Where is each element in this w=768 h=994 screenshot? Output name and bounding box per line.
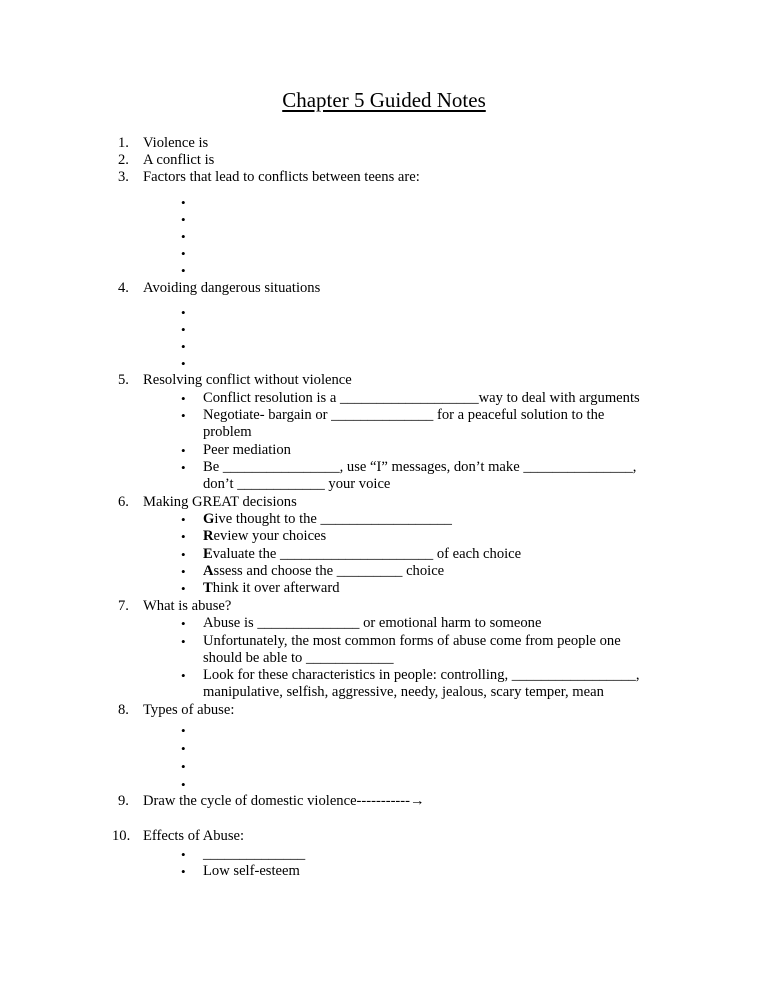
- bullet-icon: •: [181, 777, 186, 792]
- bullet-icon: •: [181, 460, 186, 475]
- item-text: Making GREAT decisions: [143, 494, 297, 510]
- abuse-line: Abuse is ______________ or emotional harm to someone: [203, 615, 542, 631]
- bullet-icon: •: [181, 864, 186, 879]
- bullet-icon: •: [181, 512, 186, 527]
- abuse-line: manipulative, selfish, aggressive, needy, jealous, scary temper, mean: [203, 684, 604, 700]
- abuse-line: should be able to ____________: [203, 650, 394, 666]
- bullet-icon: •: [181, 443, 186, 458]
- item-number: 4.: [118, 280, 129, 296]
- great-initial: R: [203, 528, 214, 544]
- resolving-line: Be ________________, use “I” messages, don’t make _______________,: [203, 459, 637, 475]
- great-rest: valuate the _____________________ of each choice: [212, 546, 522, 562]
- resolving-line: Peer mediation: [203, 442, 291, 458]
- bullet-icon: •: [181, 547, 186, 562]
- item-text-content: Draw the cycle of domestic violence-----------: [143, 793, 411, 809]
- page-title: Chapter 5 Guided Notes: [282, 88, 486, 112]
- great-line: [203, 546, 521, 563]
- bullet-icon: •: [181, 634, 186, 649]
- item-number: 1.: [118, 135, 129, 151]
- bullet-icon: •: [181, 847, 186, 862]
- bullet-icon: •: [181, 723, 186, 738]
- item-text: What is abuse?: [143, 598, 232, 614]
- resolving-line: Conflict resolution is a ___________________way to deal with arguments: [203, 390, 640, 406]
- resolving-line: Negotiate- bargain or ______________ for a peaceful solution to the: [203, 407, 605, 423]
- bullet-icon: •: [181, 741, 186, 756]
- bullet-icon: •: [181, 356, 186, 371]
- item-number: 10.: [112, 828, 131, 844]
- right-arrow-icon: →: [410, 793, 425, 809]
- bullet-icon: •: [181, 408, 186, 423]
- great-line: [203, 528, 326, 545]
- item-text: [143, 793, 425, 810]
- great-initial: T: [203, 580, 213, 596]
- item-text: A conflict is: [143, 152, 215, 168]
- bullet-icon: •: [181, 564, 186, 579]
- item-number: 9.: [118, 793, 129, 809]
- great-rest: ssess and choose the _________ choice: [213, 563, 445, 579]
- bullet-icon: •: [181, 759, 186, 774]
- item-text: Avoiding dangerous situations: [143, 280, 321, 296]
- great-line: [203, 563, 444, 580]
- resolving-line: problem: [203, 424, 252, 440]
- abuse-line: Look for these characteristics in people: controlling, _________________,: [203, 667, 640, 683]
- item-number: 8.: [118, 702, 129, 718]
- item-text: Factors that lead to conflicts between teens are:: [143, 169, 420, 185]
- bullet-icon: •: [181, 322, 186, 337]
- great-rest: hink it over afterward: [212, 580, 340, 596]
- great-rest: ive thought to the __________________: [214, 511, 452, 527]
- bullet-icon: •: [181, 391, 186, 406]
- great-line: [203, 511, 452, 528]
- bullet-icon: •: [181, 339, 186, 354]
- bullet-icon: •: [181, 616, 186, 631]
- item-number: 2.: [118, 152, 129, 168]
- bullet-icon: •: [181, 246, 186, 261]
- item-text: Types of abuse:: [143, 702, 235, 718]
- item-text: Resolving conflict without violence: [143, 372, 352, 388]
- item-text: Effects of Abuse:: [143, 828, 245, 844]
- item-number: 3.: [118, 169, 129, 185]
- great-rest: eview your choices: [213, 528, 327, 544]
- bullet-icon: •: [181, 305, 186, 320]
- great-initial: G: [203, 511, 215, 527]
- great-initial: E: [203, 546, 213, 562]
- bullet-icon: •: [181, 529, 186, 544]
- bullet-icon: •: [181, 263, 186, 278]
- bullet-icon: •: [181, 212, 186, 227]
- great-initial: A: [203, 563, 214, 579]
- resolving-line: don’t ____________ your voice: [203, 476, 391, 492]
- great-line: [203, 580, 340, 597]
- item-text: Violence is: [143, 135, 209, 151]
- abuse-line: Unfortunately, the most common forms of abuse come from people one: [203, 633, 621, 649]
- effects-line: ______________: [203, 846, 306, 862]
- effects-line: Low self-esteem: [203, 863, 300, 879]
- bullet-icon: •: [181, 195, 186, 210]
- item-number: 5.: [118, 372, 129, 388]
- bullet-icon: •: [181, 668, 186, 683]
- item-number: 6.: [118, 494, 129, 510]
- bullet-icon: •: [181, 581, 186, 596]
- bullet-icon: •: [181, 229, 186, 244]
- item-number: 7.: [118, 598, 129, 614]
